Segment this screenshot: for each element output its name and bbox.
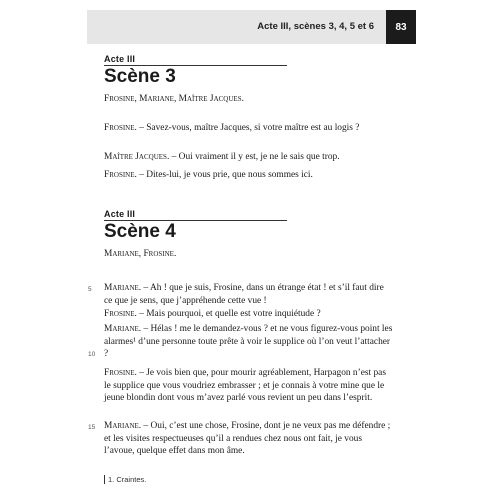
speaker: Frosine.: [104, 368, 137, 378]
dialogue-line: [104, 151, 393, 164]
speech: – Mais pourquoi, et quelle est votre inquiétude ?: [136, 309, 321, 319]
speaker: Frosine.: [104, 170, 137, 180]
running-header-title: Acte III, scènes 3, 4, 5 et 6: [257, 21, 374, 32]
dialogue-line: [104, 169, 393, 182]
scene-3-heading: [104, 54, 394, 104]
dialogue-line: [104, 420, 393, 458]
speech: – Je vois bien que, pour mourir agréablement, Harpagon n’est pas le supplice que vous voudriez embrasser ; et je connais à votre mine que le jeune blondin dont vous m’avez parlé vous revient un peu dans l’esprit.: [104, 368, 386, 404]
dialogue-line: [104, 122, 393, 135]
acte-label: Acte III: [104, 209, 287, 221]
speech: – Ah ! que je suis, Frosine, dans un étrange état ! et s’il faut dire ce que je sens, que j’appréhende cette vue !: [104, 283, 384, 306]
speech: – Dites-lui, je vous prie, que nous sommes ici.: [136, 170, 313, 180]
speech: – Oui, c’est une chose, Frosine, dont je ne veux pas me défendre ; et les visites respectueuses qu’il a rendues chez nous ont fait, je vous l’avoue, quelque effet dans mon âme.: [104, 421, 391, 457]
scene-4-heading: [104, 209, 394, 259]
speech: – Oui vraiment il y est, je ne le sais que trop.: [169, 152, 340, 162]
cast-list: Frosine, Mariane, Maître Jacques.: [104, 94, 244, 104]
speaker: Mariane.: [104, 324, 142, 334]
dialogue-line: [104, 367, 393, 405]
line-number: 10: [88, 351, 96, 358]
dialogue-line: [104, 323, 393, 361]
line-number: 15: [88, 424, 96, 431]
speaker: Mariane.: [104, 421, 142, 431]
scene-title: Scène 3: [104, 66, 176, 87]
footnote: 1. Craintes.: [104, 475, 146, 484]
scene-title: Scène 4: [104, 221, 176, 242]
speech: – Hélas ! me le demandez-vous ? et ne vous figurez-vous point les alarmes¹ d’une personne toute prête à voir le supplice où l’on veut l’attacher ?: [104, 324, 393, 360]
line-number: 5: [88, 286, 92, 293]
speaker: Frosine.: [104, 309, 137, 319]
dialogue-line: [104, 308, 393, 321]
page-number: 83: [386, 10, 416, 44]
speaker: Mariane.: [104, 283, 142, 293]
speaker: Maître Jacques.: [104, 152, 170, 162]
cast-list: Mariane, Frosine.: [104, 249, 177, 259]
speech: – Savez-vous, maître Jacques, si votre maître est au logis ?: [136, 123, 360, 133]
acte-label: Acte III: [104, 54, 287, 66]
speaker: Frosine.: [104, 123, 137, 133]
dialogue-line: [104, 282, 393, 307]
